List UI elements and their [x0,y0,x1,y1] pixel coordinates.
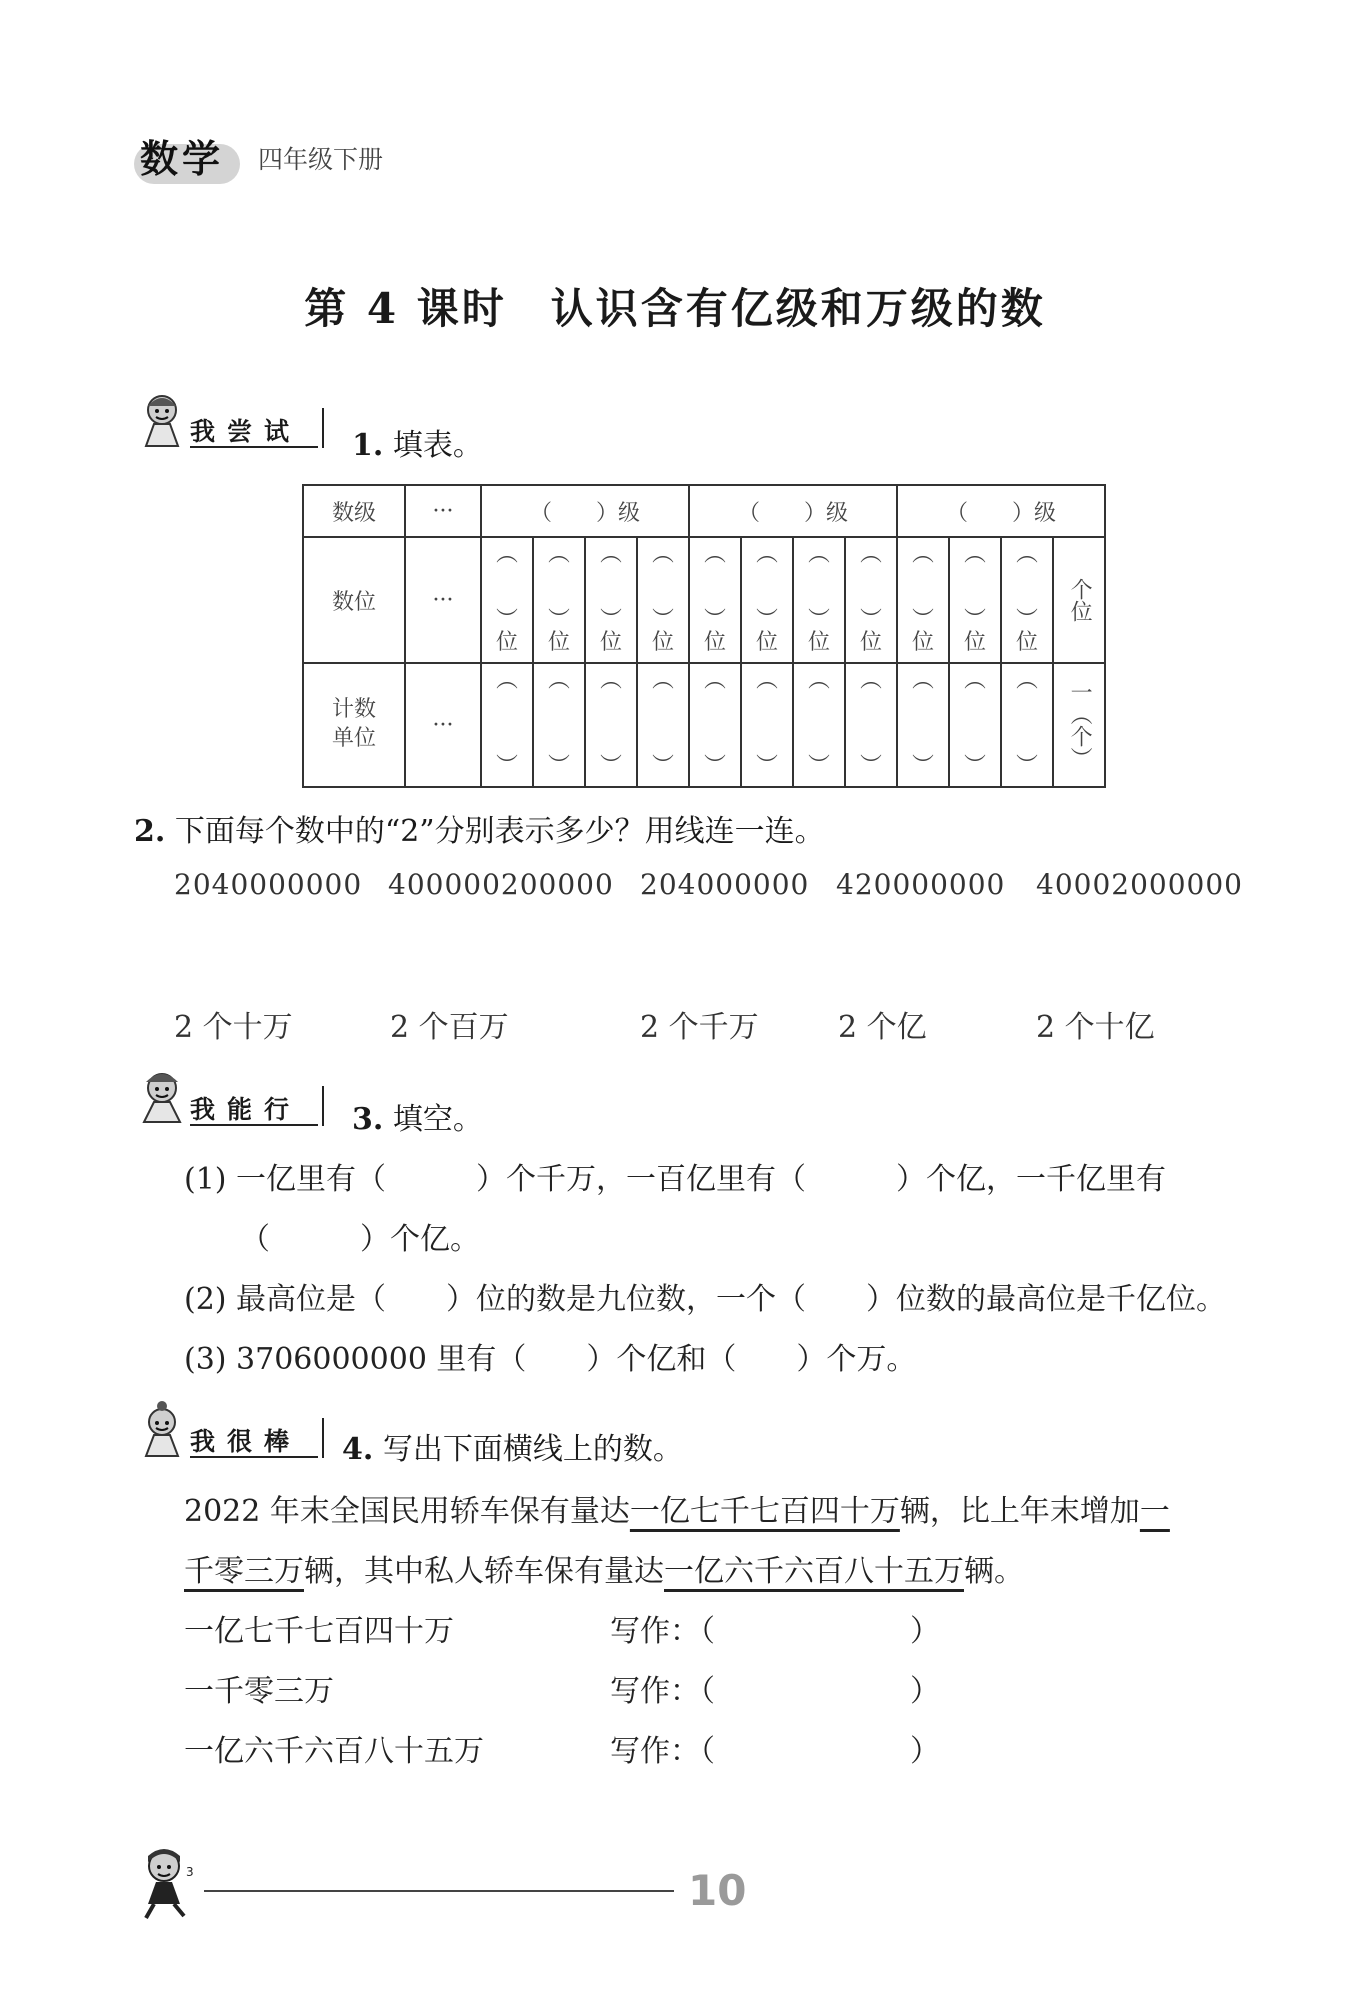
q4-row-3-words: 一亿六千六百八十五万 [184,1734,484,1769]
q4-row-2-write: 写作：（ [610,1674,715,1709]
table-ellipsis: ··· [405,485,481,537]
table-header-position: 数位 [303,537,405,663]
section-label-try: 我尝试 [190,417,302,446]
q2-number-2[interactable]: 400000200000 [388,868,614,901]
q4-row-2-answer-close[interactable]: ） [910,1674,940,1709]
position-suffix: ︶ 位 [859,608,882,655]
badge-underline [190,1124,318,1126]
level-blank-1[interactable]: （ ）级 [481,485,689,537]
position-blank-4[interactable] [637,537,689,663]
section-label-can: 我能行 [190,1095,302,1124]
paren-open: ︵ [755,668,778,693]
table-header-unit: 计数单位 [303,663,405,787]
q2-label-3[interactable]: 2 个千万 [640,1010,759,1045]
position-blank-1[interactable] [481,537,533,663]
ones-position-cell [1053,537,1105,663]
ones-unit-cell [1053,663,1105,787]
paren-open: ︵ [495,668,518,693]
position-blank-9[interactable] [897,537,949,663]
paren-open: ︵ [703,668,726,693]
lesson-title [0,276,1350,336]
q2-number-4[interactable]: 420000000 [836,868,1006,901]
unit-blank-8[interactable] [845,663,897,787]
q2-label-2[interactable]: 2 个百万 [390,1010,509,1045]
position-blank-8[interactable] [845,537,897,663]
table-ellipsis: ··· [405,537,481,663]
position-blank-10[interactable] [949,537,1001,663]
svg-text:3: 3 [186,1865,194,1879]
paren-open: ︵ [1015,668,1038,693]
badge-divider [322,408,324,448]
unit-blank-10[interactable] [949,663,1001,787]
footer-rule [204,1890,674,1892]
unit-blank-5[interactable] [689,663,741,787]
position-suffix: ︶ 位 [755,608,778,655]
position-blank-6[interactable] [741,537,793,663]
paren-open: ︵ [807,668,830,693]
paren-close: ︶ [1015,754,1038,779]
girl-mascot-icon [136,390,190,452]
q3-item-1: (1) 一亿里有（ ）个千万，一百亿里有（ ）个亿，一千亿里有 [184,1162,1167,1197]
q4-paragraph-line-2: 千零三万辆，其中私人轿车保有量达一亿六千六百八十五万辆。 [184,1554,1024,1589]
q3-item-2: (2) 最高位是（ ）位的数是九位数，一个（ ）位数的最高位是千亿位。 [184,1282,1227,1317]
subject-title: 数学 [140,137,225,181]
q2-number: 2. [134,814,166,849]
q1-number: 1. [352,428,384,463]
q4-row-3-answer-close[interactable]: ） [910,1734,940,1769]
ones-position-label: 个位 [1067,578,1093,622]
position-suffix: ︶ 位 [495,608,518,655]
girl-mascot-icon [136,1400,190,1462]
unit-blank-1[interactable] [481,663,533,787]
q3-item-1-cont: （ ）个亿。 [240,1222,480,1257]
unit-blank-11[interactable] [1001,663,1053,787]
badge-divider [322,1418,324,1458]
position-suffix: ︶ 位 [963,608,986,655]
level-blank-2[interactable]: （ ）级 [689,485,897,537]
section-badge-great [136,1400,336,1458]
paren-close: ︶ [859,754,882,779]
ones-unit-label: 一（个） [1067,681,1093,769]
paren-open: ︵ [703,542,726,567]
position-suffix: ︶ 位 [651,608,674,655]
paren-open: ︵ [547,542,570,567]
q2-number-1[interactable]: 2040000000 [174,868,363,901]
paren-close: ︶ [599,754,622,779]
q3-item-3: (3) 3706000000 里有（ ）个亿和（ ）个万。 [184,1342,917,1377]
q2-number-5[interactable]: 40002000000 [1036,868,1243,901]
unit-blank-7[interactable] [793,663,845,787]
q4-paragraph-line-1: 2022 年末全国民用轿车保有量达一亿七千七百四十万辆，比上年末增加一 [184,1494,1170,1529]
grade-label: 四年级下册 [258,145,384,174]
paren-close: ︶ [495,754,518,779]
underlined-number-2a: 一 [1139,1494,1170,1529]
underlined-number-3: 一亿六千六百八十五万 [664,1554,964,1589]
paren-open: ︵ [859,542,882,567]
q1-text: 填表。 [392,428,483,463]
unit-blank-3[interactable] [585,663,637,787]
q4-row-1-answer-close[interactable]: ） [910,1614,940,1649]
paren-close: ︶ [911,754,934,779]
badge-underline [190,446,318,448]
paren-open: ︵ [599,542,622,567]
unit-blank-2[interactable] [533,663,585,787]
lesson-number: 第 4 课时 [304,284,507,333]
position-suffix: ︶ 位 [547,608,570,655]
paren-open: ︵ [651,668,674,693]
unit-blank-9[interactable] [897,663,949,787]
paren-close: ︶ [807,754,830,779]
paren-close: ︶ [547,754,570,779]
lesson-name: 认识含有亿级和万级的数 [550,284,1046,333]
paren-open: ︵ [599,668,622,693]
position-suffix: ︶ 位 [807,608,830,655]
q2-prompt [134,806,825,850]
place-value-table [302,484,1106,788]
q3-prompt [352,1094,483,1138]
paren-open: ︵ [963,668,986,693]
q4-text: 写出下面横线上的数。 [382,1432,683,1467]
paren-open: ︵ [755,542,778,567]
paren-close: ︶ [963,754,986,779]
position-blank-5[interactable] [689,537,741,663]
paren-close: ︶ [755,754,778,779]
q2-label-4[interactable]: 2 个亿 [838,1010,927,1045]
badge-divider [322,1086,324,1126]
q4-row-2-words: 一千零三万 [184,1674,334,1709]
q3-text: 填空。 [392,1102,483,1137]
paren-open: ︵ [651,542,674,567]
position-blank-7[interactable] [793,537,845,663]
section-label-great: 我很棒 [190,1427,302,1456]
position-blank-3[interactable] [585,537,637,663]
underlined-number-2b: 千零三万 [184,1554,304,1589]
girl-mascot-icon [136,1068,190,1130]
q4-row-1-write: 写作：（ [610,1614,715,1649]
page-number: 10 [688,1866,747,1915]
running-girl-icon [136,1846,200,1922]
position-blank-2[interactable] [533,537,585,663]
table-header-level: 数级 [303,485,405,537]
paren-open: ︵ [911,668,934,693]
paren-open: ︵ [859,668,882,693]
paren-open: ︵ [547,668,570,693]
q2-text: 下面每个数中的“2”分别表示多少？用线连一连。 [174,814,825,849]
position-suffix: ︶ 位 [703,608,726,655]
q2-number-3[interactable]: 204000000 [640,868,810,901]
paren-open: ︵ [807,542,830,567]
paren-open: ︵ [1015,542,1038,567]
unit-blank-4[interactable] [637,663,689,787]
q2-label-1[interactable]: 2 个十万 [174,1010,293,1045]
section-badge-try [136,390,336,448]
table-ellipsis: ··· [405,663,481,787]
q4-row-3-write: 写作：（ [610,1734,715,1769]
paren-open: ︵ [911,542,934,567]
q3-number: 3. [352,1102,384,1137]
section-badge-can [136,1068,336,1126]
underlined-number-1: 一亿七千七百四十万 [629,1494,900,1529]
unit-blank-6[interactable] [741,663,793,787]
q1-prompt [352,420,483,464]
q4-row-1-words: 一亿七千七百四十万 [184,1614,454,1649]
badge-underline [190,1456,318,1458]
position-suffix: ︶ 位 [1015,608,1038,655]
paren-open: ︵ [495,542,518,567]
paren-close: ︶ [651,754,674,779]
paren-close: ︶ [703,754,726,779]
q4-number: 4. [342,1432,374,1467]
position-blank-11[interactable] [1001,537,1053,663]
q2-label-5[interactable]: 2 个十亿 [1036,1010,1155,1045]
q4-prompt [342,1424,683,1468]
position-suffix: ︶ 位 [911,608,934,655]
paren-open: ︵ [963,542,986,567]
position-suffix: ︶ 位 [599,608,622,655]
level-blank-3[interactable]: （ ）级 [897,485,1105,537]
